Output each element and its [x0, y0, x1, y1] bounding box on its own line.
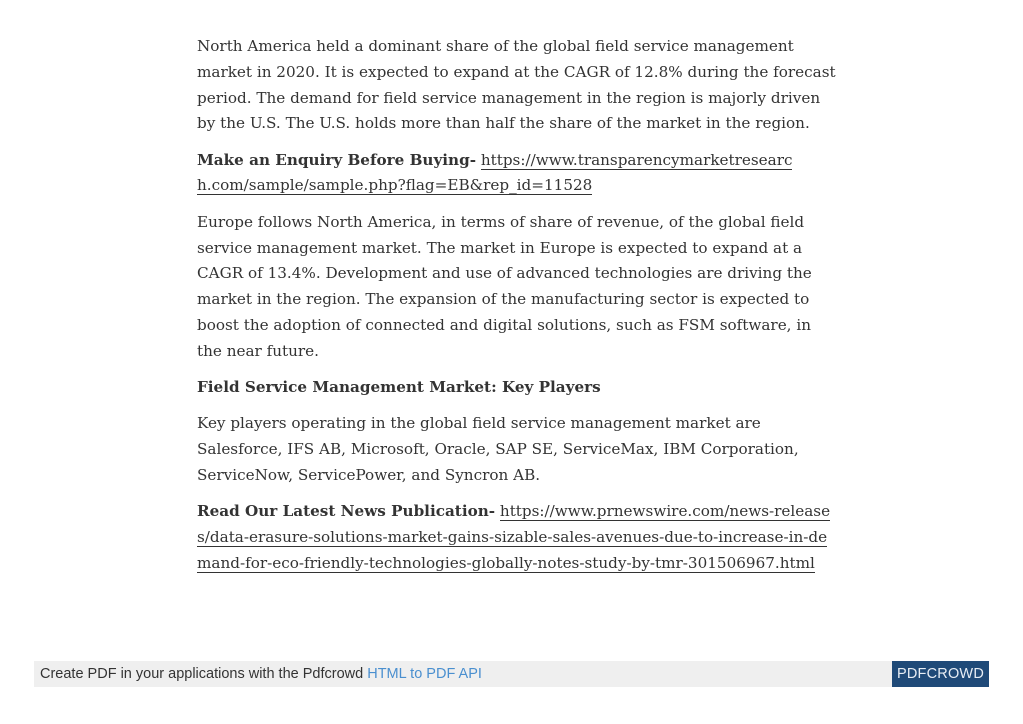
news-link[interactable]: https://www.prnewswire.com/news-releases/data-erasure-solutions-market-gains-sizable-sales-avenues-due-to-increase-in-demand-for-eco-friendly-technologies-globally-notes-study-by-tmr-301506967.html — [197, 502, 831, 572]
footer-text: Create PDF in your applications with the Pdfcrowd HTML to PDF API — [40, 666, 482, 682]
html-to-pdf-api-link[interactable]: HTML to PDF API — [367, 666, 482, 682]
enquiry-label: Make an Enquiry Before Buying- — [197, 150, 477, 169]
paragraph-europe: Europe follows North America, in terms of share of revenue, of the global field service management market. The market in Europe is expected to expand at a CAGR of 13.4%. Development and use of advanced technologies are driving the market in the region. The expansion of the manufacturing sector is expected to boost the adoption of connected and digital solutions, such as FSM software, in the near future. — [197, 212, 812, 360]
pdfcrowd-footer-bar — [34, 661, 989, 687]
news-label: Read Our Latest News Publication- — [197, 502, 496, 521]
enquiry-block — [197, 148, 797, 200]
enquiry-link[interactable]: https://www.transparencymarketresearch.com/sample/sample.php?flag=EB&rep_id=11528 — [197, 150, 793, 195]
news-block — [197, 499, 837, 576]
article-body — [197, 34, 837, 587]
pdfcrowd-logo-button[interactable]: PDFCROWD — [892, 661, 989, 687]
key-players-heading: Field Service Management Market: Key Players — [197, 378, 601, 397]
paragraph-north-america: North America held a dominant share of the global field service management market in 2020. It is expected to expand at the CAGR of 12.8% during the forecast period. The demand for field service management in the region is majorly driven by the U.S. The U.S. holds more than half the share of the market in the region. — [197, 37, 836, 133]
paragraph-key-players: Key players operating in the global field service management market are Salesforce, IFS AB, Microsoft, Oracle, SAP SE, ServiceMax, IBM Corporation, ServiceNow, ServicePower, and Syncron AB. — [197, 414, 799, 484]
